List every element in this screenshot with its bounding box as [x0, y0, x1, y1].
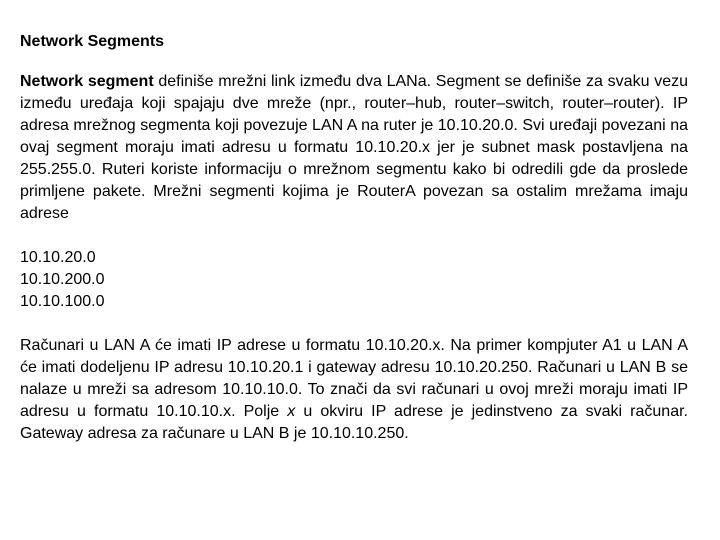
term-network-segment: Network segment: [20, 73, 154, 90]
paragraph-network-segment-text: definiše mrežni link između dva LANa. Segment se definiše za svaku vezu između uređaja koji spajaju dve mreže (npr., router–hub, router–switch, router–router). IP adresa mrežnog segmenta koji povezuje LAN A na ruter je 10.10.20.0. Svi uređaji povezani na ovaj segment moraju imati adresu u formatu 10.10.20.x jer je subnet mask postavljena na 255.255.0. Ruteri koriste informaciju o mrežnom segmentu kako bi odredili gde da proslede primljene pakete. Mrežni segmenti kojima je RouterA povezan sa ostalim mrežama imaju adrese: [20, 73, 688, 222]
segment-address-list: [20, 247, 688, 313]
paragraph-computers-lan-text-2: u okviru IP adrese je jedinstveno za svaki računar. Gateway adresa za računare u LAN B je 10.10.10.250.: [20, 403, 688, 442]
paragraph-network-segment: [20, 71, 688, 225]
segment-address: 10.10.100.0: [20, 293, 105, 310]
page-title: Network Segments: [20, 33, 165, 50]
segment-address: 10.10.200.0: [20, 271, 105, 288]
paragraph-computers-lan-text-1: Računari u LAN A će imati IP adrese u formatu 10.10.20.x. Na primer kompjuter A1 u LAN A će imati dodeljenu IP adresu 10.10.20.1 i gateway adresu 10.10.20.250. Računari u LAN B se nalaze u mreži sa adresom 10.10.10.0. To znači da svi računari u ovoj mreži moraju imati IP adresu u formatu 10.10.10.x. Polje: [20, 337, 688, 420]
document-page: [20, 31, 688, 445]
variable-x: x: [287, 403, 296, 420]
paragraph-computers-lan: [20, 335, 688, 445]
segment-address: 10.10.20.0: [20, 249, 96, 266]
